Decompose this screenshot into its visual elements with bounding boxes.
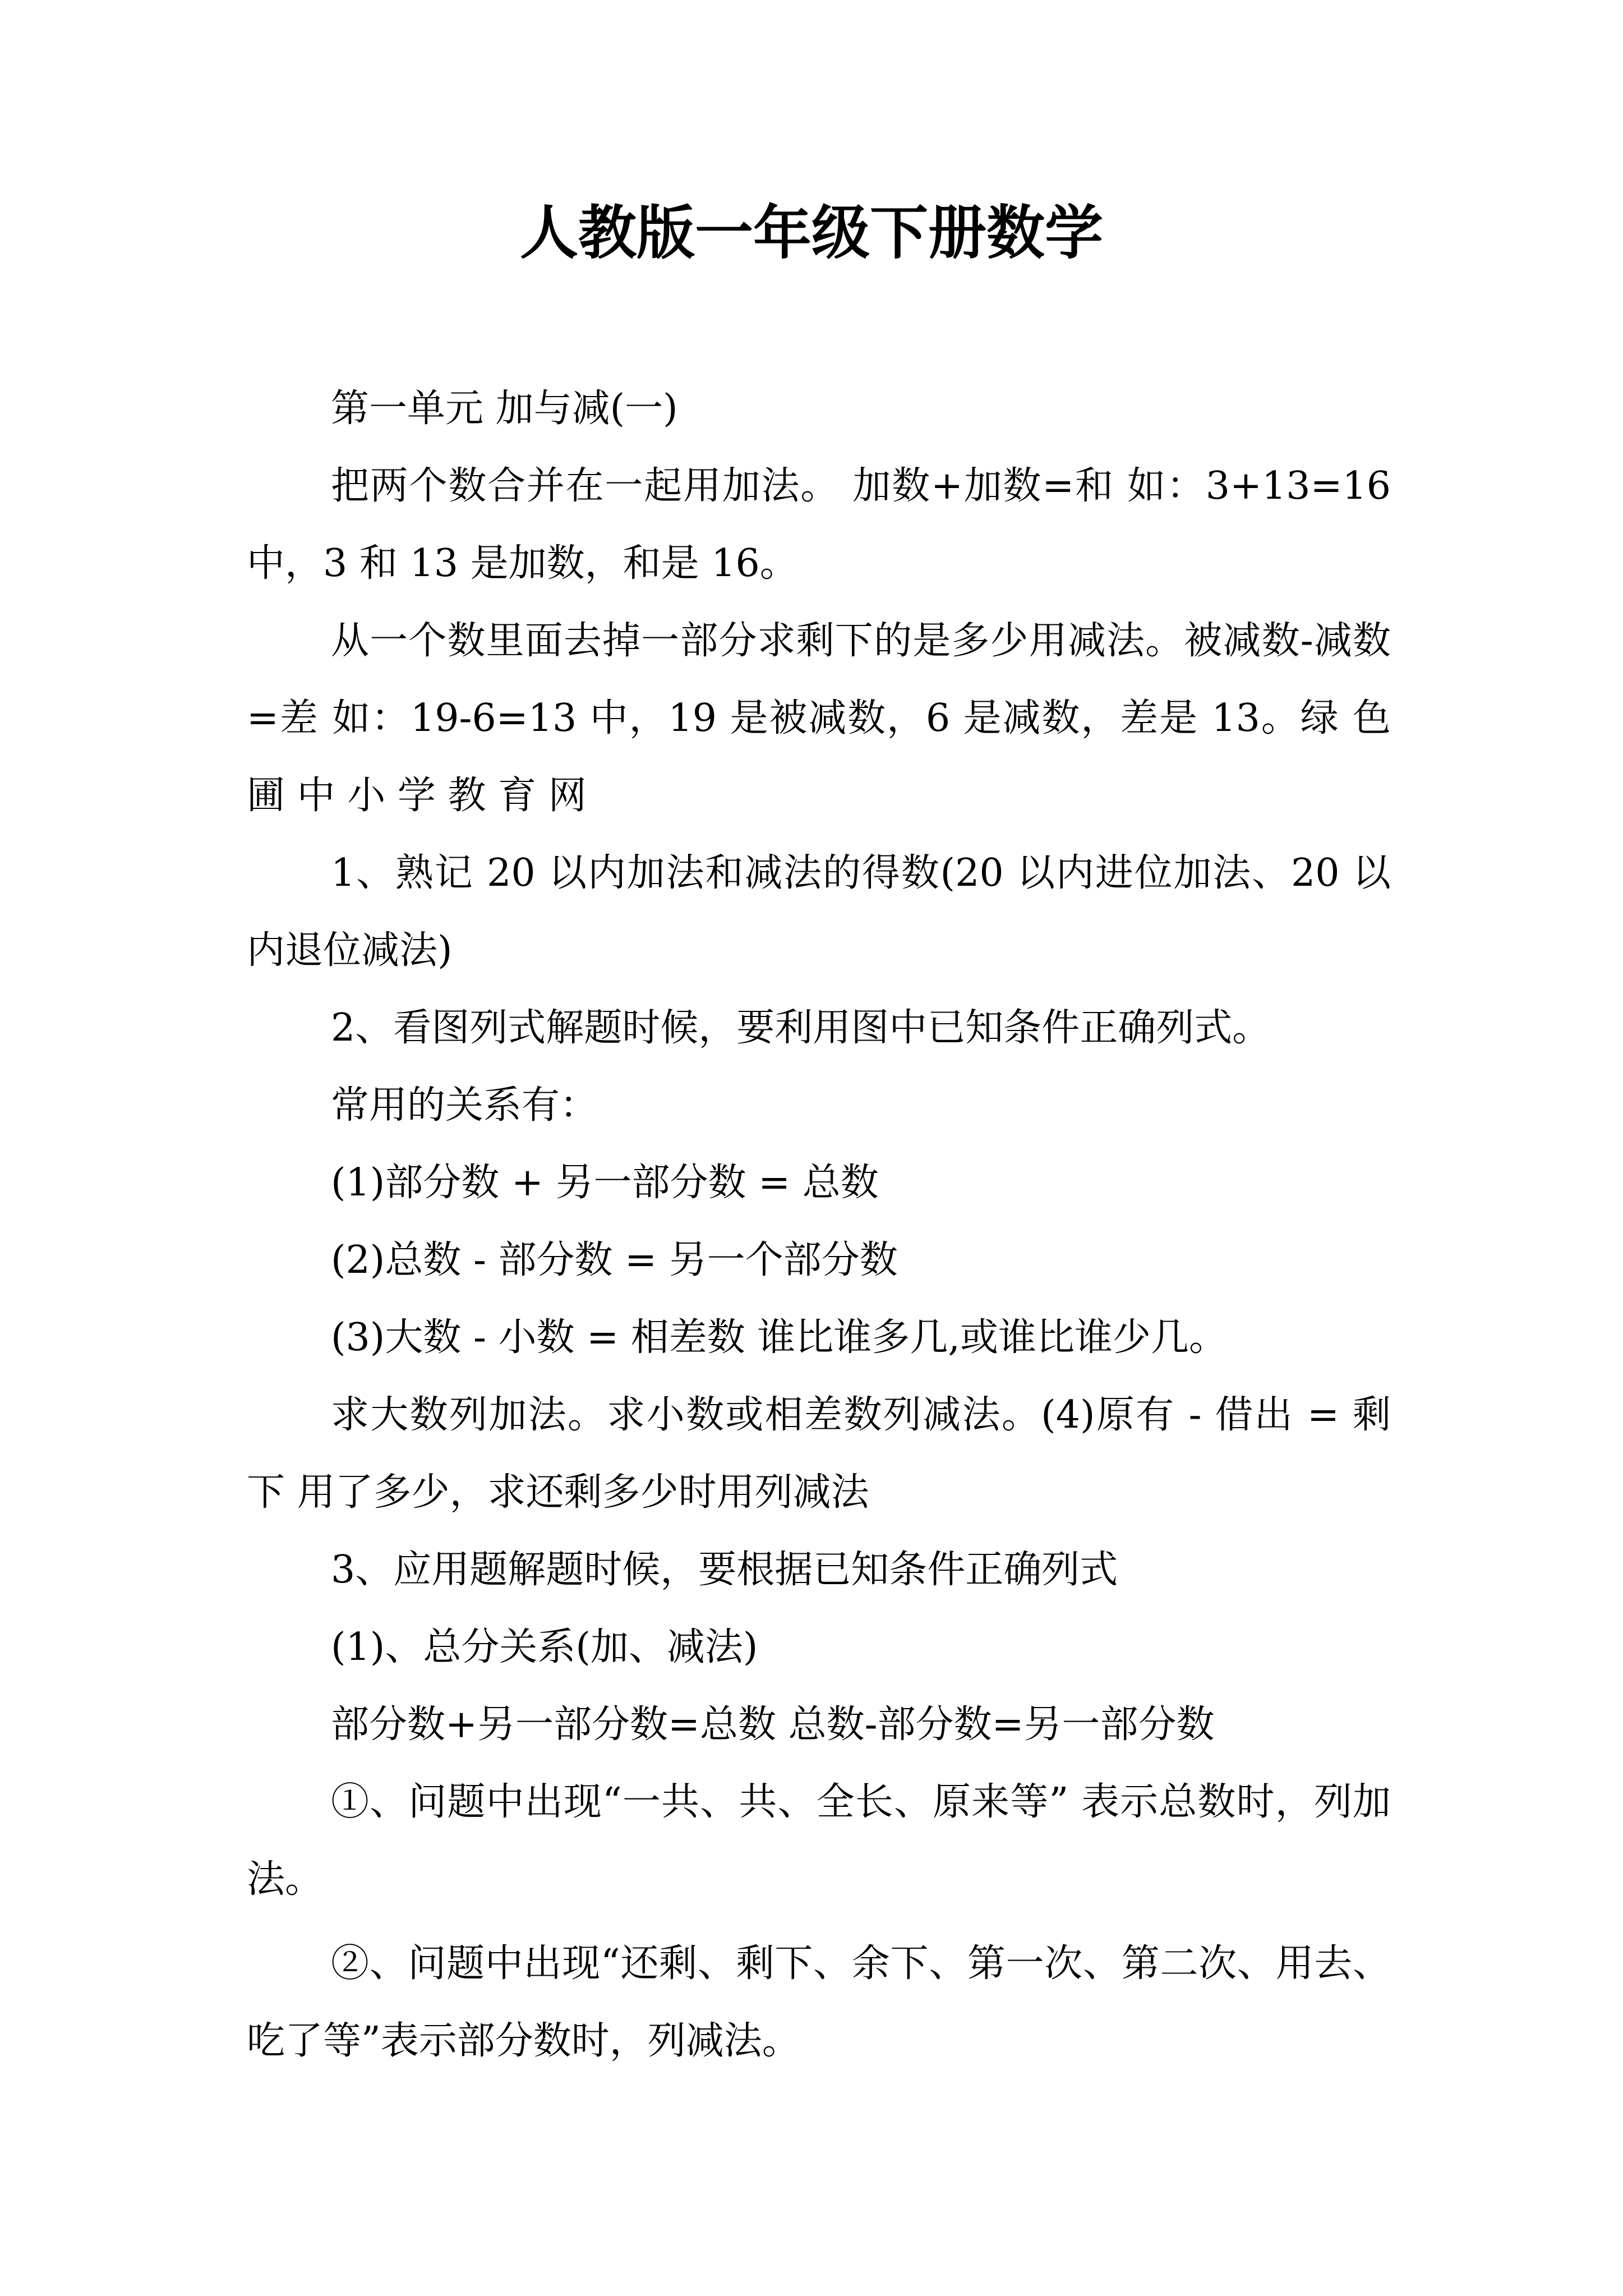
paragraph-point-3: 3、应用题解题时候，要根据已知条件正确列式 xyxy=(331,1548,1118,1592)
paragraph-total-part-formula: 部分数+另一部分数=总数 总数-部分数=另一部分数 xyxy=(331,1703,1215,1747)
paragraph-relations-intro: 常用的关系有： xyxy=(331,1083,598,1128)
document-title: 人教版一年级下册数学 xyxy=(519,199,1103,267)
paragraph-point-2: 2、看图列式解题时候，要利用图中已知条件正确列式。 xyxy=(331,1006,1271,1050)
paragraph-relation-2: (2)总数 - 部分数 = 另一个部分数 xyxy=(331,1238,898,1282)
paragraph-circled-1: ①、问题中出现“一共、共、全长、原来等” 表示总数时，列加法。 xyxy=(247,1780,1391,1902)
paragraph-relation-1: (1)部分数 + 另一部分数 = 总数 xyxy=(331,1161,879,1205)
paragraph-relation-3: (3)大数 - 小数 = 相差数 谁比谁多几,或谁比谁少几。 xyxy=(331,1315,1227,1360)
paragraph-subtraction: 从一个数里面去掉一部分求剩下的是多少用减法。被减数-减数=差 如：19-6=13 中，19 是被减数，6 是减数，差是 13。绿 色 圃 中 小 学 教 育 网 xyxy=(247,619,1391,818)
paragraph-point-1: 1、熟记 20 以内加法和减法的得数(20 以内进位加法、20 以内退位减法) xyxy=(247,851,1391,973)
paragraph-circled-2: ②、问题中出现“还剩、剩下、余下、第一次、第二次、用去、吃了等”表示部分数时，列减法。 xyxy=(247,1941,1391,2063)
document-body xyxy=(247,370,1391,2080)
paragraph-addition: 把两个数合并在一起用加法。 加数+加数=和 如：3+13=16 中，3 和 13 是加数，和是 16。 xyxy=(247,464,1391,586)
paragraph-relation-4: 求大数列加法。求小数或相差数列减法。(4)原有 - 借出 = 剩下 用了多少，求还剩多少时用列减法 xyxy=(247,1393,1391,1515)
paragraph-total-part-heading: (1)、总分关系(加、减法) xyxy=(331,1625,758,1669)
paragraph-unit-heading: 第一单元 加与减(一) xyxy=(331,386,678,431)
